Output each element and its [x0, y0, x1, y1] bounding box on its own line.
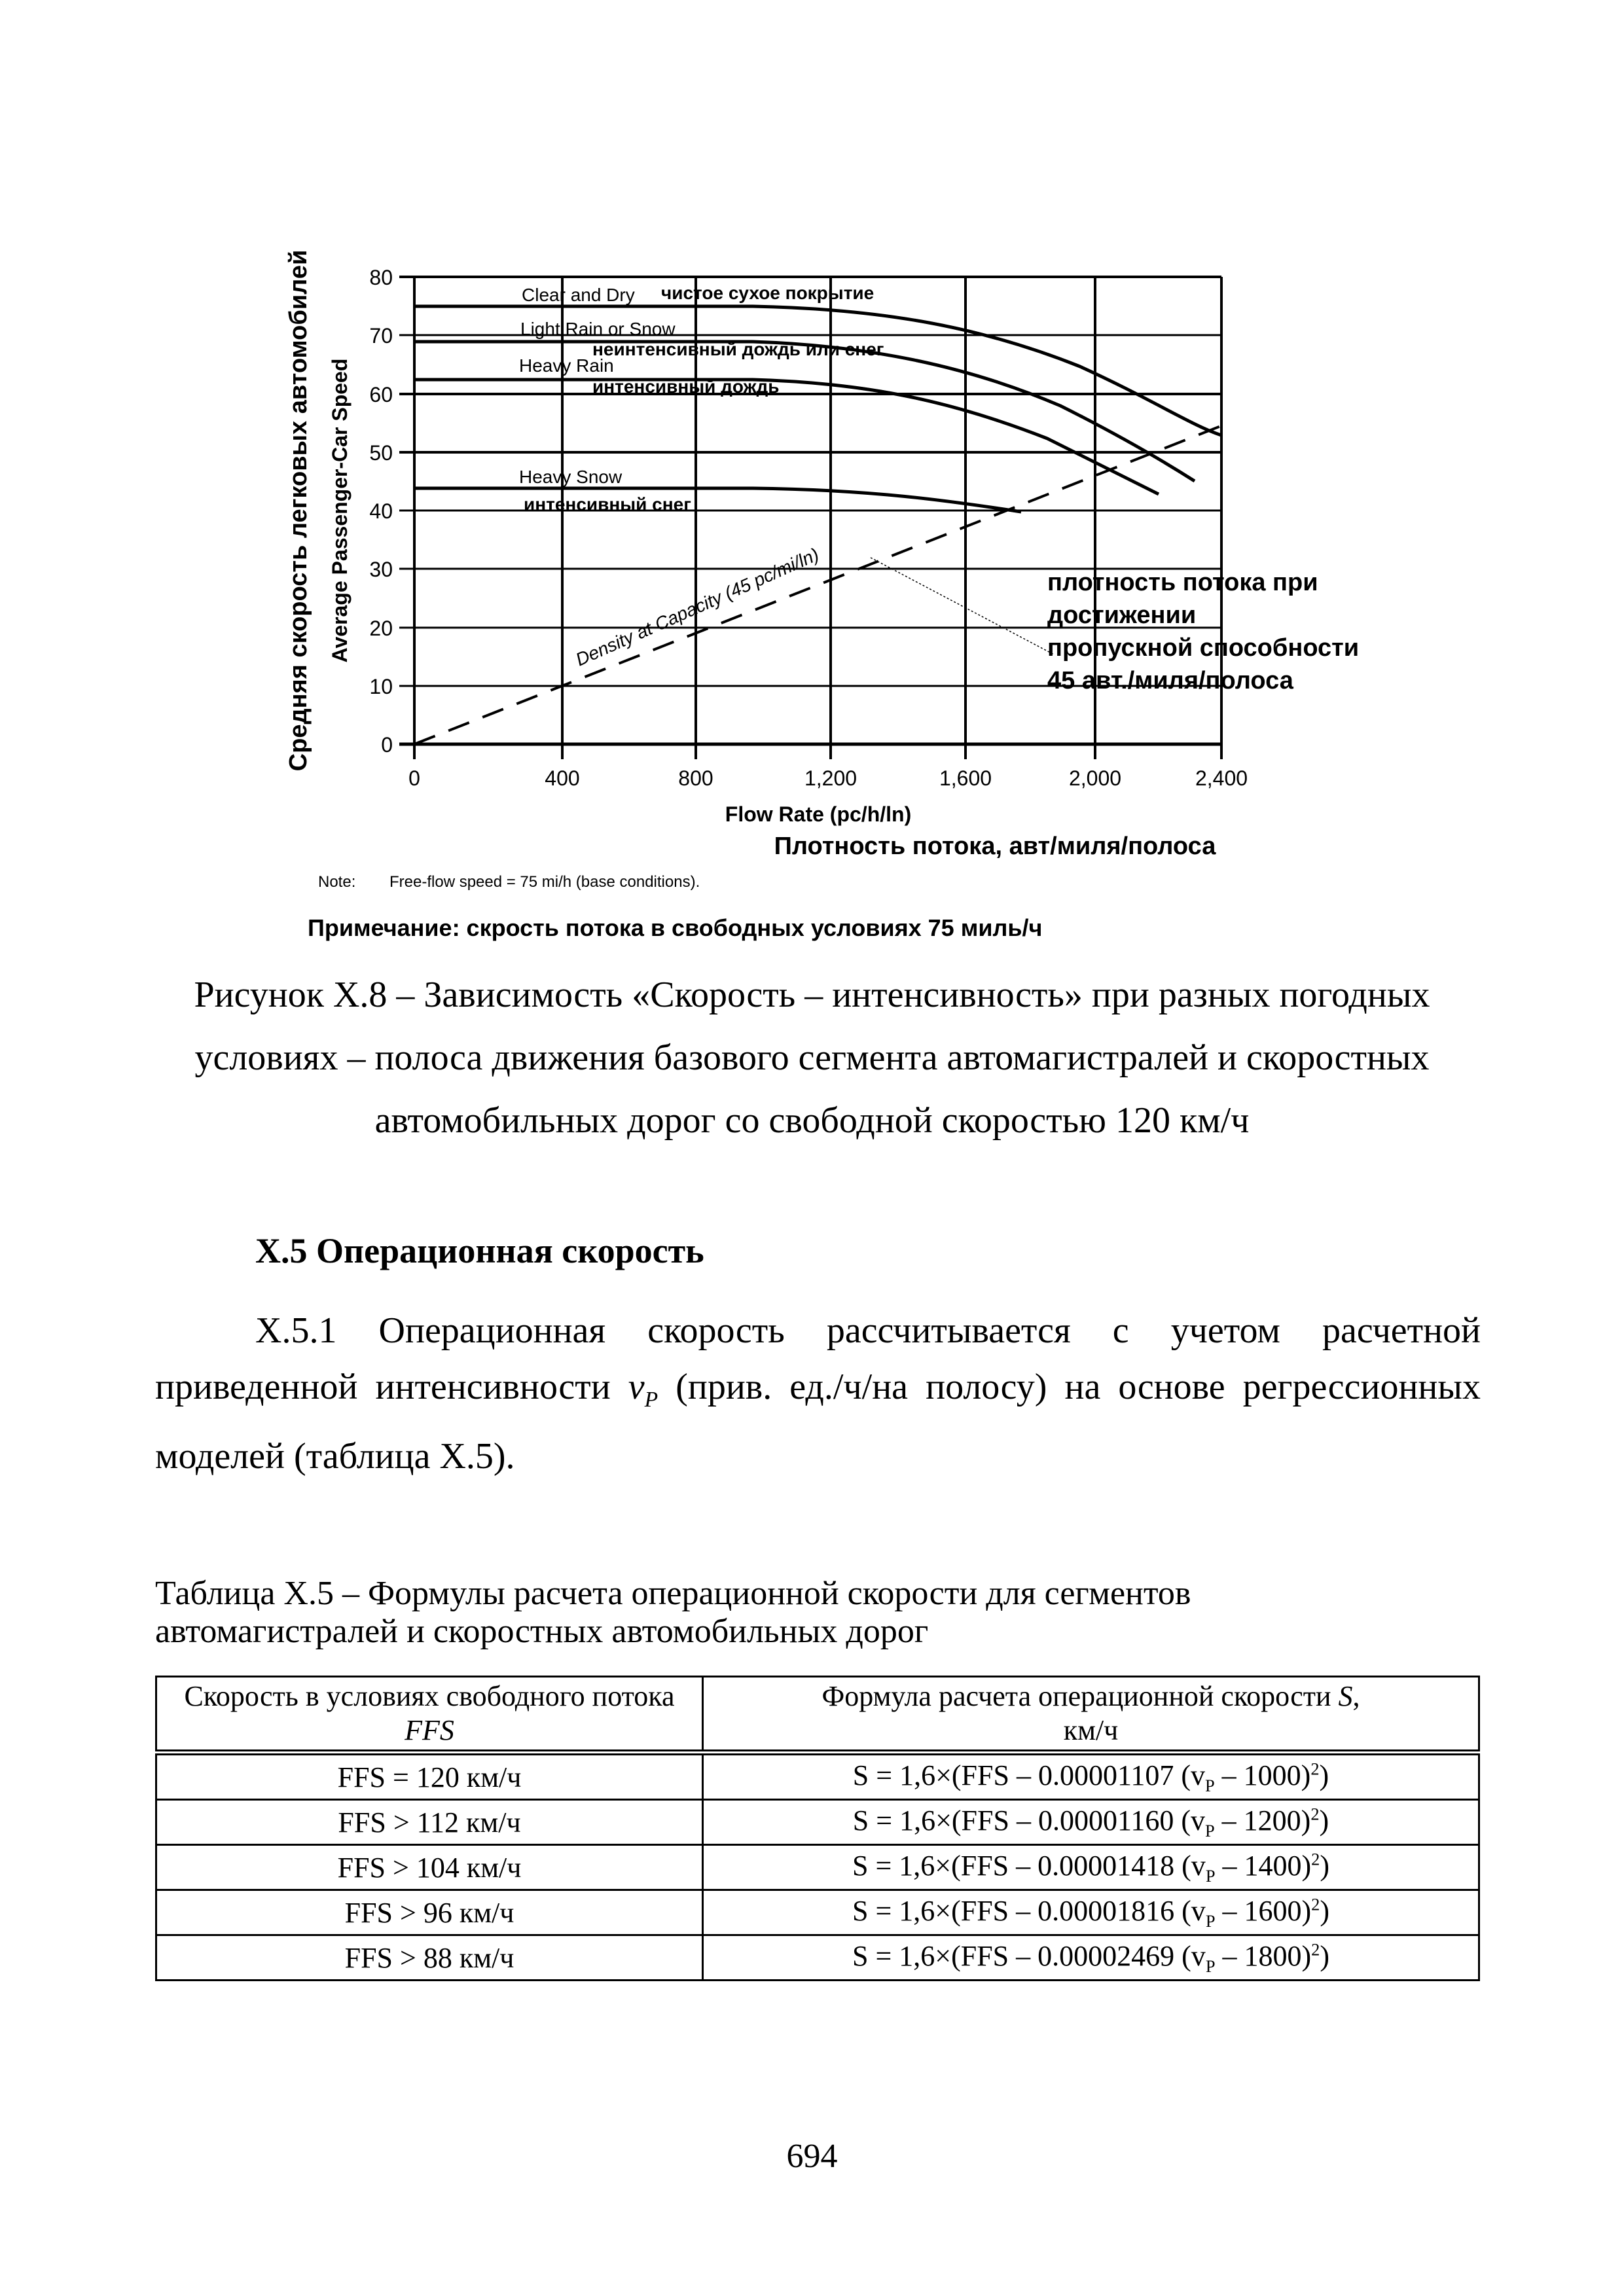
table-row [156, 1800, 1479, 1845]
formula-cell: S = 1,6×(FFS – 0.00001107 $(v_P - 1000)^2$) [703, 1753, 1479, 1800]
svg-text:40: 40 [369, 499, 393, 523]
svg-text:1,600: 1,600 [939, 766, 992, 790]
label-hrain-ru: интенсивный дождь [592, 376, 780, 397]
ffs-cell: FFS > 96 км/ч [156, 1890, 703, 1935]
x-axis-title-en: Flow Rate (pc/h/ln) [725, 802, 912, 826]
svg-text:1,200: 1,200 [804, 766, 857, 790]
curve-heavy-snow [414, 488, 1021, 512]
svg-text:20: 20 [369, 617, 393, 640]
table-header-row [156, 1677, 1479, 1753]
label-density-ru-2: достижении [1047, 601, 1197, 629]
paragraph-line-3: моделей (таблица Х.5). [155, 1436, 515, 1477]
table-row [156, 1935, 1479, 1981]
label-density-ru-4: 45 авт./миля/полоса [1047, 667, 1293, 694]
svg-text:80: 80 [369, 266, 393, 289]
header-formula: Формула расчета операционной скорости S, км/ч [703, 1677, 1479, 1753]
figure-caption-line-3: автомобильных дорог со свободной скоростью 120 км/ч [374, 1100, 1250, 1141]
svg-text:30: 30 [369, 558, 393, 581]
paragraph-line-1: Х.5.1 Операционная скорость рассчитывается с учетом расчетной [255, 1310, 1481, 1351]
label-clear-en: Clear and Dry [522, 285, 635, 305]
label-light-en: Light Rain or Snow [520, 319, 676, 339]
label-density-ru-1: плотность потока при [1047, 569, 1318, 596]
table-row [156, 1845, 1479, 1890]
label-hrain-en: Heavy Rain [519, 355, 614, 376]
figure-caption-line-2: условиях – полоса движения базового сегмента автомагистралей и скоростных [194, 1037, 1430, 1078]
ffs-cell: FFS = 120 км/ч [156, 1753, 703, 1800]
y-axis-title-en: Average Passenger-Car Speed [328, 358, 352, 663]
ffs-cell: FFS > 104 км/ч [156, 1845, 703, 1890]
paragraph-line-2: приведенной интенсивности $v_P$ (прив. ед./ч/на полосу) на основе регрессионных [155, 1367, 1481, 1412]
table-caption-line-1: Таблица Х.5 – Формулы расчета операционной скорости для сегментов [155, 1575, 1191, 1612]
note-text-en: Free-flow speed = 75 mi/h (base conditions). [389, 873, 700, 891]
section-paragraph [155, 1302, 1481, 1484]
note-text-ru: Примечание: скрость потока в свободных условиях 75 миль/ч [308, 914, 1043, 941]
table-row [156, 1890, 1479, 1935]
label-density-en: Density at Capacity (45 pc/mi/ln) [572, 544, 822, 670]
formula-cell: S = 1,6×(FFS – 0.00001418 $(v_P - 1400)^2$) [703, 1845, 1479, 1890]
section-heading: Х.5 Операционная скорость [255, 1231, 704, 1270]
label-clear-ru: чистое сухое покрытие [661, 283, 875, 303]
svg-text:60: 60 [369, 383, 393, 406]
svg-text:2,400: 2,400 [1195, 766, 1248, 790]
table-row [156, 1753, 1479, 1800]
annotation-leader-line [871, 558, 1054, 655]
table-caption-line-2: автомагистралей и скоростных автомобильных дорог [155, 1613, 929, 1650]
note-label-en: Note: [318, 873, 356, 891]
speed-flow-chart [0, 0, 1624, 969]
variable-vp: $v_P$ [628, 1367, 659, 1412]
page-number: 694 [786, 2138, 838, 2175]
label-density-ru-3: пропускной способности [1047, 634, 1360, 662]
ffs-cell: FFS > 112 км/ч [156, 1800, 703, 1845]
formula-cell: S = 1,6×(FFS – 0.00002469 $(v_P - 1800)^2$) [703, 1935, 1479, 1981]
y-tick-labels [369, 266, 393, 757]
svg-text:70: 70 [369, 324, 393, 348]
svg-text:10: 10 [369, 675, 393, 698]
svg-text:50: 50 [369, 441, 393, 465]
formula-cell: S = 1,6×(FFS – 0.00001160 $(v_P - 1200)^2$) [703, 1800, 1479, 1845]
ffs-cell: FFS > 88 км/ч [156, 1935, 703, 1981]
label-light-ru: неинтенсивный дождь или снег [592, 339, 884, 359]
header-ffs: Скорость в условиях свободного потока FFS [156, 1677, 703, 1753]
svg-text:0: 0 [381, 733, 393, 757]
x-axis-title-ru: Плотность потока, авт/миля/полоса [774, 833, 1216, 860]
y-axis-title-ru: Средняя скорость легковых автомобилей [285, 249, 312, 772]
formula-cell: S = 1,6×(FFS – 0.00001816 $(v_P - 1600)^2$) [703, 1890, 1479, 1935]
svg-text:800: 800 [678, 766, 713, 790]
label-hsnow-en: Heavy Snow [519, 467, 623, 487]
svg-text:400: 400 [545, 766, 580, 790]
label-hsnow-ru: интенсивный снег [524, 494, 691, 514]
x-tick-labels [408, 766, 1248, 790]
figure-caption-line-1: Рисунок Х.8 – Зависимость «Скорость – интенсивность» при разных погодных [194, 975, 1430, 1015]
speed-formula-table [155, 1676, 1480, 1981]
svg-text:2,000: 2,000 [1068, 766, 1122, 790]
svg-text:0: 0 [408, 766, 420, 790]
